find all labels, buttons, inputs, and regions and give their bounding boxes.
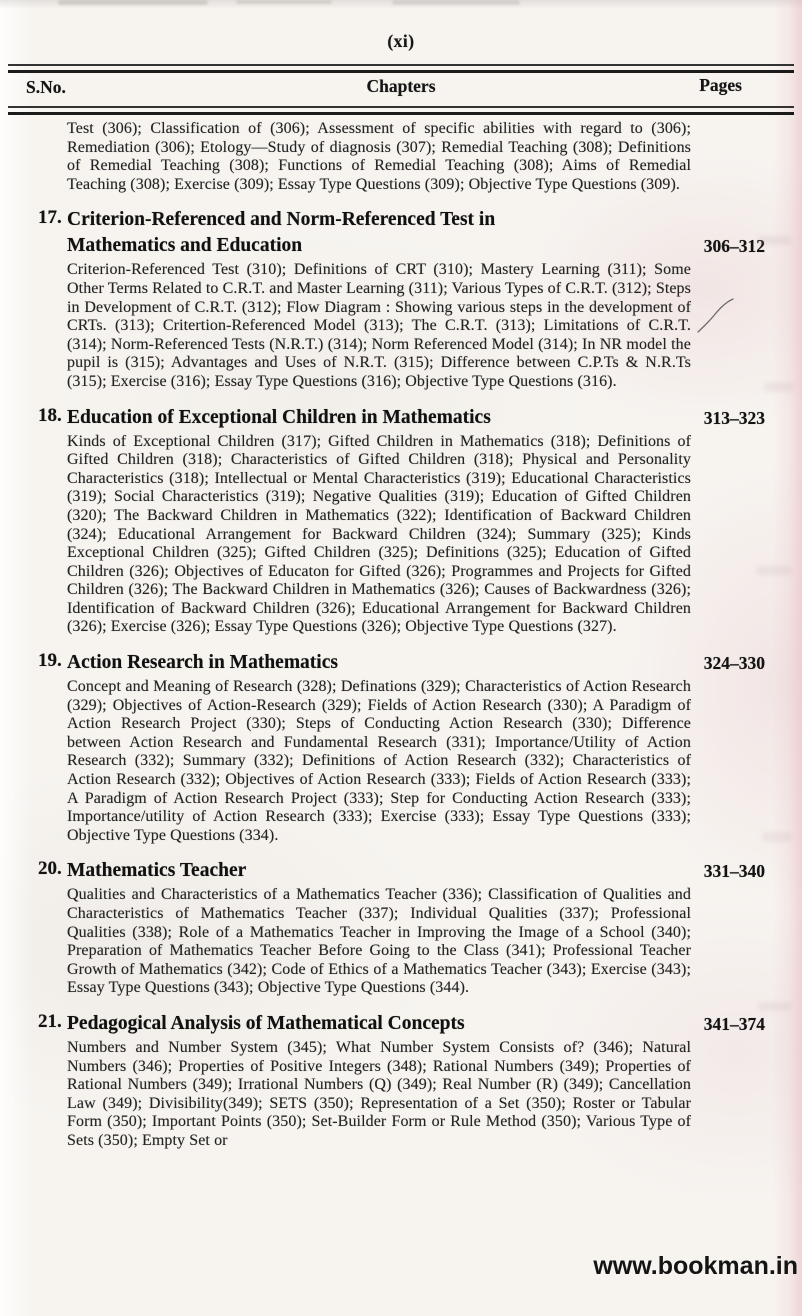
chapter-page-range: 324–330: [703, 653, 765, 674]
chapter-number: 21.: [38, 1010, 62, 1032]
chapter-number: 18.: [38, 404, 62, 426]
chapter-page-range: 313–323: [703, 407, 765, 428]
chapter-topics: Concept and Meaning of Research (328); Definations (329); Characteristics of Action Research (329); Objectives of Action-Research (329); Fields of Action Research (330); A Paradigm of Action Research Project (330); Steps of Conducting Action Research (330); Difference between Action Research and Fundamental Research (331); Importance/Utility of Action Research (332); Summary (332); Definitions of Action Research (332); Characteristics of Action Research (332); Objectives of Action Research (333); Fields of Action Research (333); A Paradigm of Action Research Project (333); Step for Conducting Action Research (333); Importance/utility of Action Research (333); Exercise (333); Essay Type Questions (333); Objective Type Questions (334).: [67, 678, 691, 844]
chapter-heading: [38, 858, 802, 884]
toc-body: [0, 120, 802, 1151]
chapter-topics: Criterion-Referenced Test (310); Definitions of CRT (310); Mastery Learning (311); Some Other Terms Related to C.R.T. and Master Learning (311); Various Types of C.R.T. (312); Steps in Development of C.R.T. (312); Flow Diagram : Showing various steps in the development of CRTs. (313); Critertion-Referenced Model (313); The C.R.T. (313); Limitations of C.R.T. (314); Norm-Referenced Tests (N.R.T.) (314); Norm Referenced Model (314); In NR model the pupil is (315); Advantages and Uses of N.R.T. (315); Difference between C.P.Ts & N.R.Ts (315); Exercise (316); Essay Type Questions (316); Objective Type Questions (316).: [67, 261, 691, 390]
toc-entry-chapter-17: [38, 207, 802, 391]
column-header-sno: S.No.: [26, 77, 66, 97]
header-rule-top: [8, 64, 794, 73]
chapter-topics: Qualities and Characteristics of a Mathematics Teacher (336); Classification of Qualities and Characteristics of Mathematics Teacher (337); Individual Qualities (337); Professional Qualities (338); Role of a Mathematics Teacher in Improving the Image of a School (340); Preparation of Mathematics Teacher Before Going to the Class (341); Professional Teacher Growth of Mathematics (342); Code of Ethics of a Mathematics Teacher (343); Exercise (343); Essay Type Questions (343); Objective Type Questions (344).: [67, 886, 691, 997]
chapter-heading: [38, 650, 802, 676]
chapter-title: Education of Exceptional Children in Mathematics: [67, 406, 491, 428]
toc-entry-chapter-21: [38, 1011, 802, 1151]
chapter-title: Pedagogical Analysis of Mathematical Concepts: [67, 1012, 465, 1034]
chapter-number: 17.: [38, 207, 62, 229]
scan-edge-smudge: [236, 0, 332, 4]
toc-entry-chapter-19: [38, 650, 802, 845]
chapter-number: 19.: [38, 650, 62, 672]
chapter-heading: [38, 207, 802, 259]
header-rule-bottom: [8, 106, 794, 115]
page-bleed-ghost: [758, 1002, 792, 1011]
column-header-pages: Pages: [699, 75, 742, 95]
chapter-page-range: 331–340: [703, 861, 765, 882]
toc-entry-chapter-20: [38, 858, 802, 998]
chapter-heading: [38, 405, 802, 431]
chapter-16-continuation-topics: Test (306); Classification of (306); Assessment of specific abilities with regard to (306); Remediation (306); Etology—Study of diagnosis (307); Remedial Teaching (308); Definitions of Remedial Teaching (308); Functions of Remedial Teaching (308); Aims of Remedial Teaching (308); Exercise (309); Essay Type Questions (309); Objective Type Questions (309).: [67, 120, 691, 193]
toc-entry-chapter-18: [38, 405, 802, 638]
toc-header-row: [8, 73, 794, 105]
scan-edge-smudge: [392, 0, 520, 5]
chapter-number: 20.: [38, 858, 62, 880]
chapter-heading: [38, 1011, 802, 1037]
chapter-title: Mathematics Teacher: [67, 860, 247, 882]
page-bleed-ghost: [762, 832, 792, 842]
chapter-page-range: 341–374: [703, 1013, 765, 1034]
bookman-watermark: www.bookman.in: [593, 1252, 798, 1280]
chapter-title: Action Research in Mathematics: [67, 652, 338, 674]
page-bleed-ghost: [764, 382, 794, 392]
chapter-topics: Numbers and Number System (345); What Number System Consists of? (346); Natural Numbers (346); Properties of Positive Integers (348); Rational Numbers (349); Properties of Rational Numbers (349); Irrational Numbers (Q) (349); Real Number (R) (349); Cancellation Law (349); Divisibility(349); SETS (350); Representation of a Set (350); Roster or Tabular Form (350); Important Points (350); Set-Builder Form or Rule Method (350); Various Type of Sets (350); Empty Set or: [67, 1038, 691, 1149]
column-header-chapters: Chapters: [366, 76, 436, 96]
chapter-topics: Kinds of Exceptional Children (317); Gifted Children in Mathematics (318); Definitions of Gifted Children (318); Characteristics of Gifted Children (318); Physical and Personality Characteristics (318); Intellectual or Mental Characteristics (319); Educational Characteristics (319); Social Characteristics (319); Negative Qualities (319); Education of Gifted Children (320); The Backward Children in Mathematics (322); Identification of Backward Children (324); Educational Arrangement for Backward Children (324); Summary (325); Kinds Exceptional Children (325); Gifted Children (325); Definitions (325); Education of Gifted Children (326); Objectives of Educaton for Gifted (326); Programmes and Projects for Gifted Children (326); The Backward Children in Mathematics (326); Causes of Backwardness (326); Identification of Backward Children (326); Educational Arrangement for Backward Children (326); Exercise (326); Essay Type Questions (326); Objective Type Questions (327).: [67, 432, 691, 636]
scan-edge-smudge: [58, 0, 208, 5]
page-bleed-ghost: [758, 236, 792, 245]
page-bleed-ghost: [756, 566, 792, 575]
chapter-page-range: 306–312: [703, 236, 765, 257]
chapter-title: Criterion-Referenced and Norm-Referenced Test in Mathematics and Education: [67, 209, 496, 257]
page-number-folio: (xi): [387, 31, 415, 51]
